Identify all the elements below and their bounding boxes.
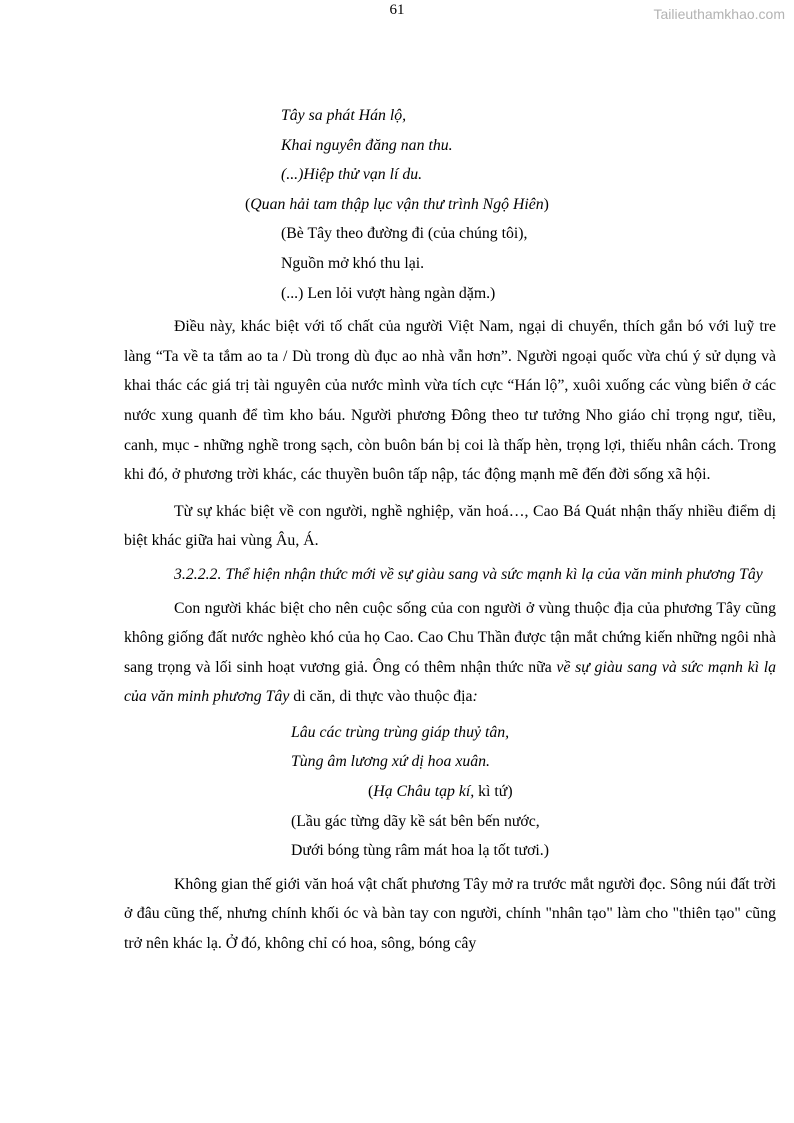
verse-line: Tây sa phát Hán lộ, (281, 107, 407, 124)
translation-line: (...) Len lỏi vượt hàng ngàn dặm.) (281, 284, 496, 302)
verse-line: Khai nguyên đăng nan thu. (281, 136, 453, 154)
emphasis-text: về sự giàu sang và sức mạnh kì lạ của văn minh phương Tây (124, 658, 776, 706)
translation-line: (Bè Tây theo đường đi (của chúng tôi), (281, 225, 528, 243)
verse-source: (Quan hải tam thập lục vận thư trình Ngộ Hiên) (245, 195, 549, 213)
page-number: 61 (389, 2, 405, 18)
body-paragraph: Điều này, khác biệt với tố chất của người Việt Nam, ngại di chuyển, thích gắn bó với luỹ tre làng “Ta về ta tắm ao ta / Dù trong dù đục ao nhà vẫn hơn”. Người ngoại quốc vừa chú ý sử dụng và khai thác các giá trị tài nguyên của nước mình vừa tích cực “Hán lộ”, xuôi xuống các vùng biển ở các nước xung quanh để tìm kho báu. Người phương Đông theo tư tưởng Nho giáo chỉ trọng ngư, tiều, canh, mục - những nghề trong sạch, còn buôn bán bị coi là thấp hèn, trọng lợi, thiếu nhân cách. Trong khi đó, ở phương trời khác, các thuyền buôn tấp nập, tác động mạnh mẽ đến đời sống xã hội. (124, 318, 776, 484)
verse-quote-1 (124, 101, 776, 308)
source-title: Hạ Châu tạp kí, (373, 783, 475, 801)
translation-line: Dưới bóng tùng râm mát hoa lạ tốt tươi.) (291, 842, 550, 860)
verse-line: Tùng âm lương xứ dị hoa xuân. (291, 753, 490, 771)
verse-line: Lâu các trùng trùng giáp thuỷ tân, (291, 723, 510, 741)
verse-source: (Hạ Châu tạp kí, kì tứ) (368, 783, 513, 801)
section-heading: 3.2.2.2. Thể hiện nhận thức mới về sự giàu sang và sức mạnh kì lạ của văn minh phương Tây (174, 565, 763, 583)
body-paragraph: Con người khác biệt cho nên cuộc sống của con người ở vùng thuộc địa của phương Tây cũng không giống đất nước nghèo khó của họ Cao. Cao Chu Thần được tận mắt chứng kiến những ngôi nhà sang trọng và lối sinh hoạt vương giả. Ông có thêm nhận thức nữa về sự giàu sang và sức mạnh kì lạ của văn minh phương Tây di căn, di thực vào thuộc địa: (124, 599, 776, 706)
verse-line: (...)Hiệp thử vạn lí du. (281, 166, 423, 184)
translation-line: Nguồn mở khó thu lại. (281, 254, 425, 272)
source-title: Quan hải tam thập lục vận thư trình Ngộ Hiên (250, 195, 544, 213)
translation-line: (Lầu gác từng dãy kề sát bên bến nước, (291, 812, 540, 830)
page-content (124, 101, 776, 959)
verse-quote-2 (124, 718, 776, 866)
watermark: Tailieuthamkhao.com (653, 6, 785, 22)
body-paragraph: Không gian thế giới văn hoá vật chất phương Tây mở ra trước mắt người đọc. Sông núi đất trời ở đâu cũng thế, nhưng chính khối óc và bàn tay con người, chính "nhân tạo" làm cho "thiên tạo" cũng trở nên khác lạ. Ở đó, không chỉ có hoa, sông, bóng cây (124, 875, 776, 953)
body-paragraph: Từ sự khác biệt về con người, nghề nghiệp, văn hoá…, Cao Bá Quát nhận thấy nhiều điểm dị biệt khác giữa hai vùng Âu, Á. (124, 502, 776, 550)
